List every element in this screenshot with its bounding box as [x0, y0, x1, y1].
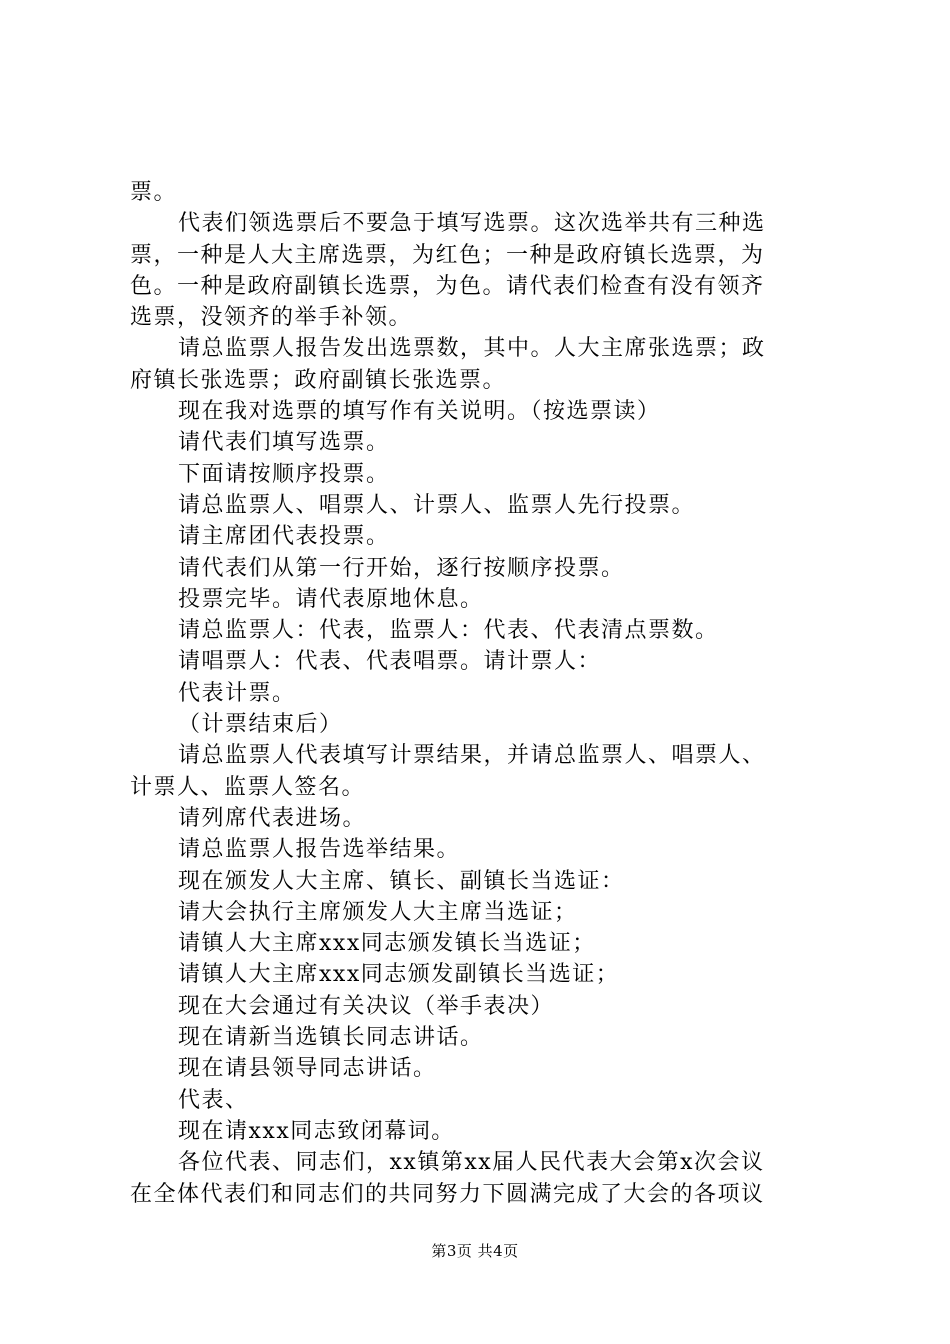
text-line: 代表们领选票后不要急于填写选票。这次选举共有三种选	[178, 211, 766, 237]
text-line: 请总监票人代表填写计票结果，并请总监票人、唱票人、	[178, 743, 766, 769]
text-line: 府镇长张选票；政府副镇长张选票。	[130, 367, 507, 393]
text-line: 现在请县领导同志讲话。	[178, 1056, 437, 1082]
text-line: 代表、	[178, 1087, 249, 1113]
text-line: 投票完毕。请代表原地休息。	[178, 586, 484, 612]
text-line: 请镇人大主席xxx同志颁发副镇长当选证；	[178, 962, 620, 988]
text-line: 下面请按顺序投票。	[178, 461, 390, 487]
text-line: 票。	[130, 180, 178, 205]
text-line: 请唱票人：代表、代表唱票。请计票人：	[178, 649, 602, 675]
text-line: 请总监票人报告选举结果。	[178, 837, 461, 863]
text-line: 现在大会通过有关决议（举手表决）	[178, 993, 555, 1019]
text-line: 计票人、监票人签名。	[130, 774, 366, 800]
text-line: 请代表们从第一行开始，逐行按顺序投票。	[178, 555, 625, 581]
text-line: 请列席代表进场。	[178, 805, 367, 831]
text-line: 请大会执行主席颁发人大主席当选证；	[178, 899, 578, 925]
page-footer: 第3页 共4页	[431, 1242, 519, 1260]
text-line: 请总监票人：代表，监票人：代表、代表清点票数。	[178, 618, 719, 644]
text-line: 请总监票人、唱票人、计票人、监票人先行投票。	[178, 492, 696, 518]
text-line: 请总监票人报告发出选票数，其中。人大主席张选票；政	[178, 336, 766, 362]
text-line: 请主席团代表投票。	[178, 524, 390, 550]
text-line: 现在我对选票的填写作有关说明。（按选票读）	[178, 399, 661, 425]
text-line: 选票，没领齐的举手补领。	[130, 305, 413, 331]
text-line: 代表计票。	[178, 680, 296, 706]
text-line: （计票结束后）	[178, 712, 343, 738]
text-line: 请代表们填写选票。	[178, 430, 390, 456]
document-body	[130, 177, 830, 1210]
text-line: 在全体代表们和同志们的共同努力下圆满完成了大会的各项议	[130, 1181, 765, 1207]
text-line: 票，一种是人大主席选票，为红色；一种是政府镇长选票，为	[130, 242, 765, 268]
text-line: 现在请新当选镇长同志讲话。	[178, 1025, 484, 1051]
text-line: 现在颁发人大主席、镇长、副镇长当选证：	[178, 868, 625, 894]
text-line: 色。一种是政府副镇长选票，为色。请代表们检查有没有领齐	[130, 273, 765, 299]
text-line: 请镇人大主席xxx同志颁发镇长当选证；	[178, 931, 596, 957]
text-line: 现在请xxx同志致闭幕词。	[178, 1118, 455, 1144]
text-line: 各位代表、同志们，xx镇第xx届人民代表大会第x次会议	[178, 1150, 765, 1176]
